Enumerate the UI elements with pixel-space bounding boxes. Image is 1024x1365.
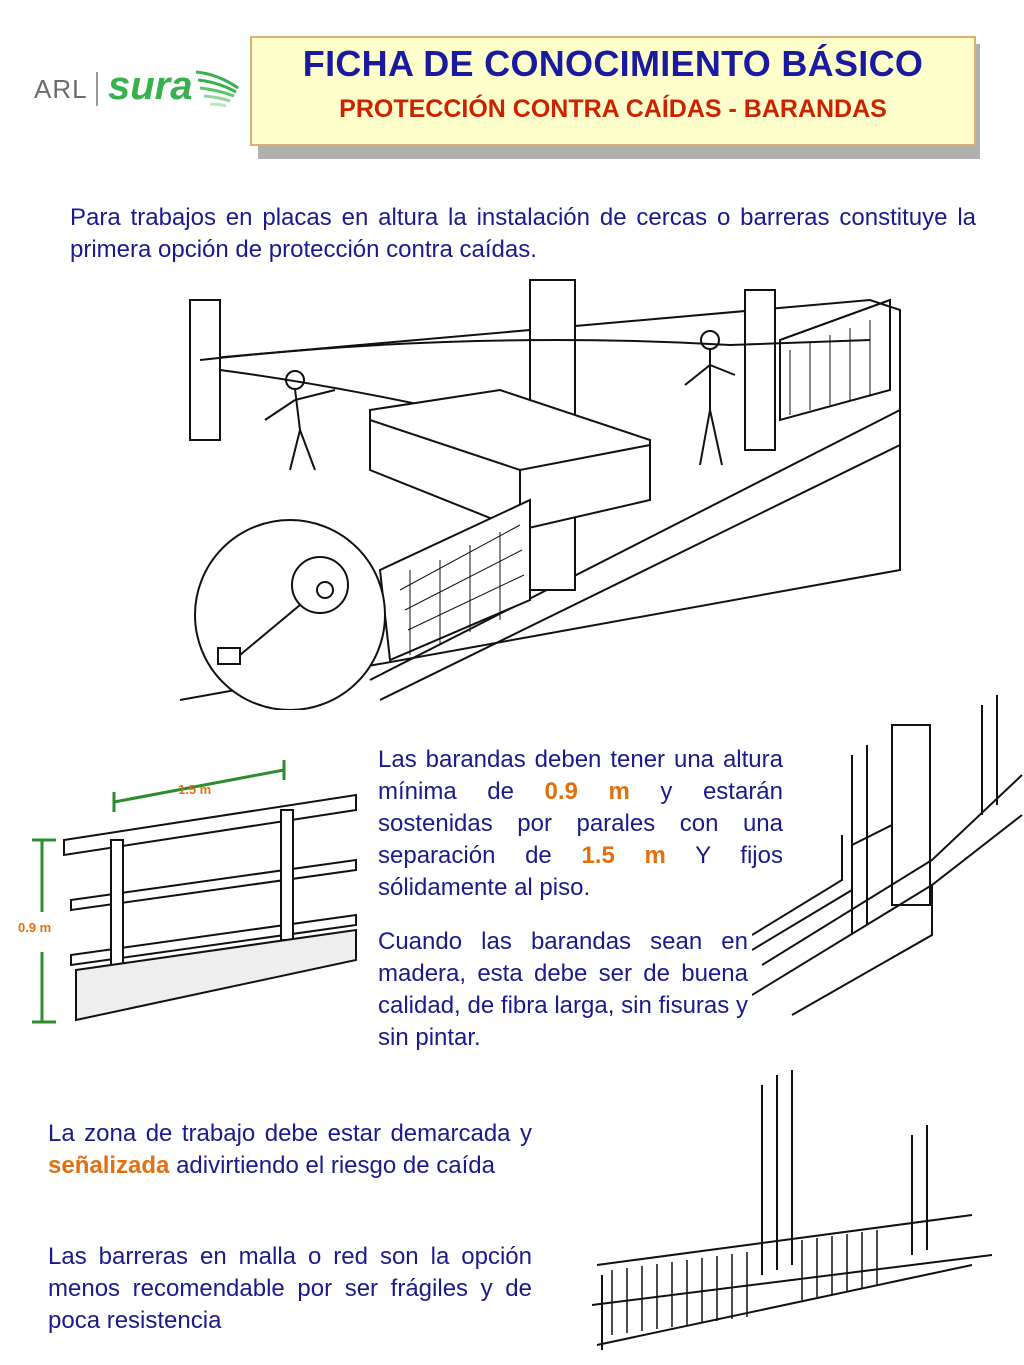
intro-paragraph: Para trabajos en placas en altura la instalación de cercas o barreras constituye la primera opción de protección contra caídas. xyxy=(70,204,976,263)
construction-site-illustration xyxy=(170,270,910,710)
signage-highlight: señalizada xyxy=(48,1152,170,1179)
railing-corner-illustration xyxy=(752,695,1024,1025)
railing-height-paragraph xyxy=(378,744,783,904)
signage-text-2: adivirtiendo el riesgo de caída xyxy=(169,1152,495,1179)
railing-height-value: 0.9 m xyxy=(544,778,630,805)
railing-height-text-1: Las barandas deben tener una altura mínima de xyxy=(378,746,783,805)
railing-dimension-diagram xyxy=(16,760,366,1030)
page-subtitle: PROTECCIÓN CONTRA CAÍDAS - BARANDAS xyxy=(339,95,887,123)
logo-separator xyxy=(96,72,98,106)
logo-arl-text: ARL xyxy=(34,74,88,104)
mesh-barrier-paragraph: Las barreras en malla o red son la opción menos recomendable por ser frágiles y de poca resistencia xyxy=(48,1243,532,1334)
arl-sura-logo xyxy=(34,64,239,114)
signage-paragraph xyxy=(48,1118,532,1182)
logo-sura-text: sura xyxy=(108,64,193,108)
wood-railing-paragraph: Cuando las barandas sean en madera, esta debe ser de buena calidad, de fibra larga, sin fisuras y sin pintar. xyxy=(378,928,748,1051)
page-title: FICHA DE CONOCIMIENTO BÁSICO xyxy=(302,43,924,84)
logo-wings-icon xyxy=(194,64,240,110)
title-box xyxy=(250,36,976,146)
mesh-barrier-illustration xyxy=(592,1065,996,1360)
signage-text-1: La zona de trabajo debe estar demarcada y xyxy=(48,1120,532,1147)
width-dimension-label: 1.5 m xyxy=(178,782,212,797)
post-separation-value: 1.5 m xyxy=(581,842,666,869)
height-dimension-label: 0.9 m xyxy=(18,920,52,935)
railing-height-text-2: y estarán sostenidas por parales con una separación de xyxy=(378,778,784,869)
railing-height-text-3: Y fijos sólidamente al piso. xyxy=(378,842,783,901)
